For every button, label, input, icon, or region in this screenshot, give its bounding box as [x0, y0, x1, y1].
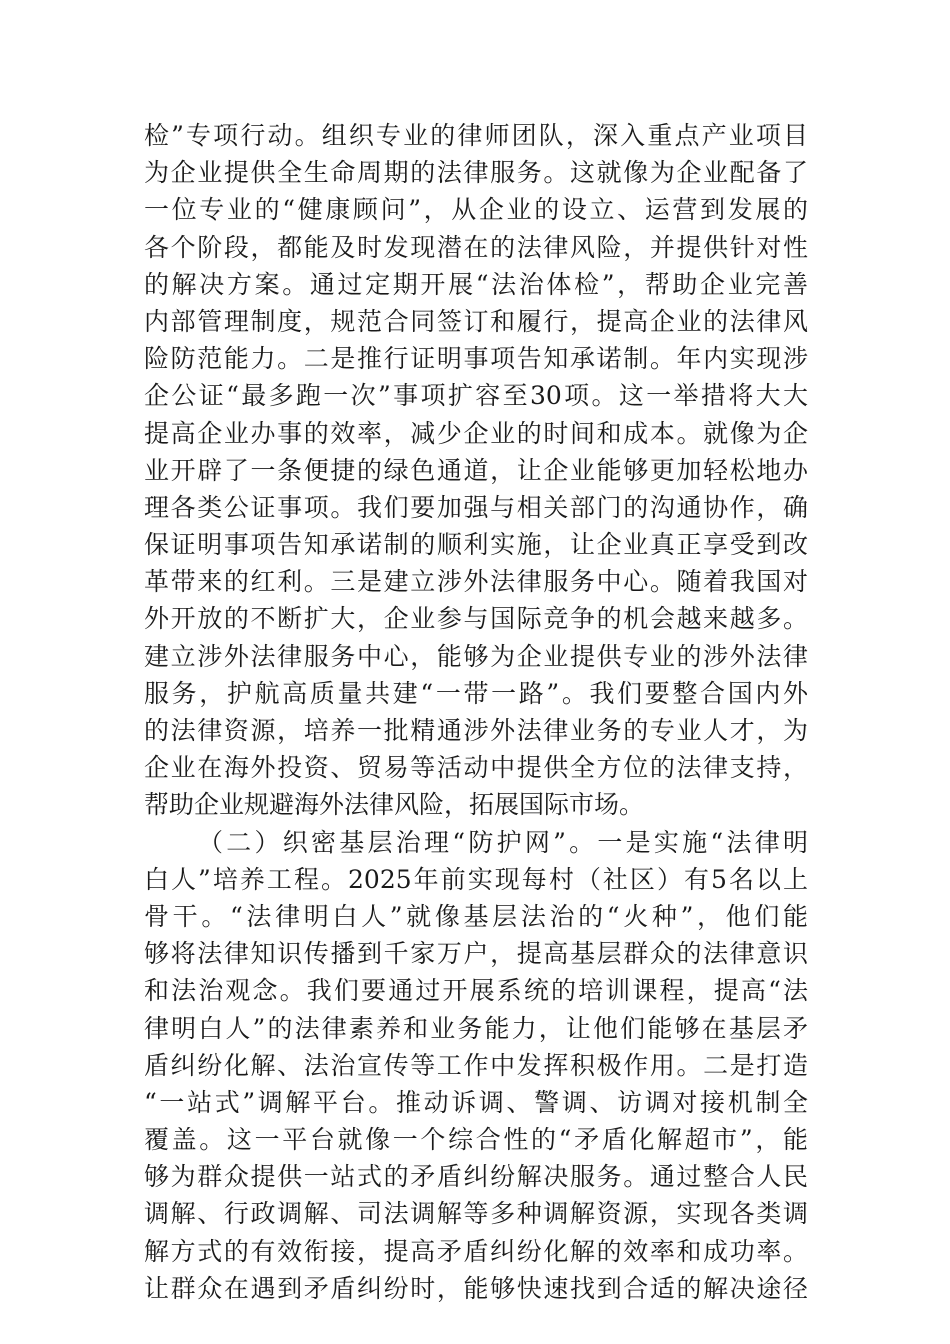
text-line: 各个阶段，都能及时发现潜在的法律风险，并提供针对性	[144, 232, 808, 262]
text-line: 建立涉外法律服务中心，能够为企业提供专业的涉外法律	[144, 641, 808, 671]
text-line: 的法律资源，培养一批精通涉外法律业务的专业人才，为	[144, 716, 808, 745]
text-line: 够为群众提供一站式的矛盾纠纷解决服务。通过整合人民	[144, 1162, 808, 1192]
text-line: 白人”培养工程。2025年前实现每村（社区）有5名以上	[144, 864, 808, 894]
text-line: 律明白人”的法律素养和业务能力，让他们能够在基层矛	[144, 1013, 808, 1043]
text-line: 让群众在遇到矛盾纠纷时，能够快速找到合适的解决途径	[144, 1273, 808, 1303]
text-line: 企公证“最多跑一次”事项扩容至30项。这一举措将大大	[144, 381, 808, 411]
section-heading-line: （二）织密基层治理“防护网”。一是实施“法律明	[198, 827, 808, 857]
text-line: 的解决方案。通过定期开展“法治体检”，帮助企业完善	[144, 269, 808, 299]
paragraph-end-line: 帮助企业规避海外法律风险，拓展国际市场。	[144, 790, 645, 820]
document-body	[144, 117, 808, 1307]
text-line: 业开辟了一条便捷的绿色通道，让企业能够更加轻松地办	[144, 455, 808, 485]
text-line: 骨干。“法律明白人”就像基层法治的“火种”，他们能	[144, 901, 808, 931]
text-line: 够将法律知识传播到千家万户，提高基层群众的法律意识	[144, 939, 808, 969]
text-line: 调解、行政调解、司法调解等多种调解资源，实现各类调	[144, 1199, 808, 1229]
text-line: 和法治观念。我们要通过开展系统的培训课程，提高“法	[144, 976, 808, 1006]
text-line: 保证明事项告知承诺制的顺利实施，让企业真正享受到改	[144, 530, 808, 560]
text-line: 检”专项行动。组织专业的律师团队，深入重点产业项目	[144, 121, 808, 150]
text-line: 一位专业的“健康顾问”，从企业的设立、运营到发展的	[144, 195, 808, 225]
text-line: 理各类公证事项。我们要加强与相关部门的沟通协作，确	[144, 492, 808, 522]
text-line: 为企业提供全生命周期的法律服务。这就像为企业配备了	[144, 158, 808, 188]
text-line: 险防范能力。二是推行证明事项告知承诺制。年内实现涉	[144, 344, 808, 374]
text-line: 解方式的有效衔接，提高矛盾纠纷化解的效率和成功率。	[144, 1236, 808, 1266]
text-line: 革带来的红利。三是建立涉外法律服务中心。随着我国对	[144, 567, 808, 597]
text-line: 外开放的不断扩大，企业参与国际竞争的机会越来越多。	[144, 604, 808, 634]
text-line: 提高企业办事的效率，减少企业的时间和成本。就像为企	[144, 418, 808, 448]
text-line: 服务，护航高质量共建“一带一路”。我们要整合国内外	[144, 678, 808, 708]
text-line: 内部管理制度，规范合同签订和履行，提高企业的法律风	[144, 306, 808, 336]
text-line: “一站式”调解平台。推动诉调、警调、访调对接机制全	[144, 1087, 808, 1117]
text-line: 覆盖。这一平台就像一个综合性的“矛盾化解超市”，能	[144, 1125, 808, 1155]
text-line: 企业在海外投资、贸易等活动中提供全方位的法律支持，	[144, 753, 808, 783]
text-line: 盾纠纷化解、法治宣传等工作中发挥积极作用。二是打造	[144, 1050, 808, 1080]
